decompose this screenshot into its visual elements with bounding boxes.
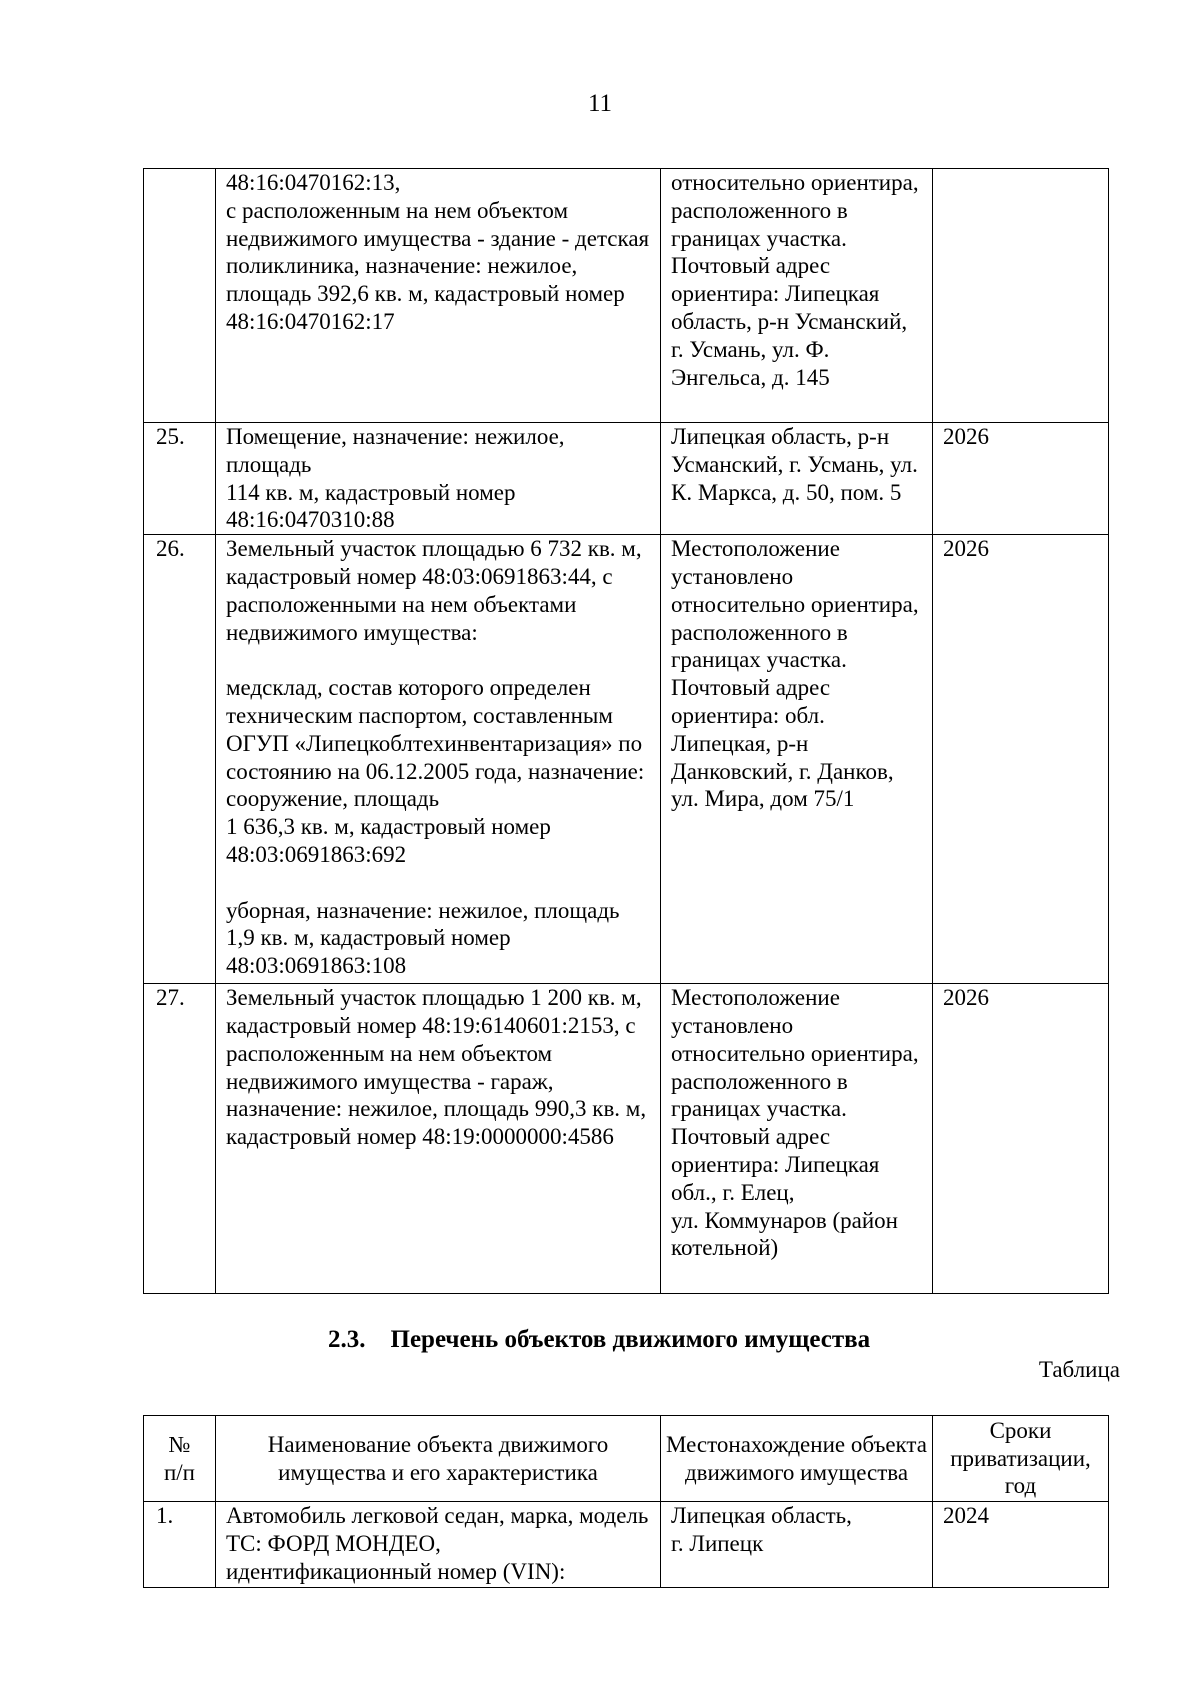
table-row — [144, 984, 1109, 1294]
row-number: 25. — [144, 423, 216, 535]
header-privatization-year: Сроки приватизации, год — [933, 1416, 1109, 1502]
object-description: Земельный участок площадью 1 200 кв. м, кадастровый номер 48:19:6140601:2153, с расположенным на нем объектом недвижимого имущества - гараж, назначение: нежилое, площадь 990,3 кв. м, кадастровый номер 48:19:0000000:4586 — [216, 984, 661, 1294]
object-location: Липецкая область, р-н Усманский, г. Усмань, ул. К. Маркса, д. 50, пом. 5 — [661, 423, 933, 535]
row-number: 27. — [144, 984, 216, 1294]
row-number: 1. — [144, 1502, 216, 1588]
table-row — [144, 1502, 1109, 1588]
object-description: Автомобиль легковой седан, марка, модель ТС: ФОРД МОНДЕО, идентификационный номер (VIN): — [216, 1502, 661, 1588]
real-estate-table — [143, 168, 1109, 1294]
header-number: № п/п — [144, 1416, 216, 1502]
header-location: Местонахождение объекта движимого имущества — [661, 1416, 933, 1502]
privatization-year: 2026 — [933, 984, 1109, 1294]
object-location: Местоположение установлено относительно ориентира, расположенного в границах участка. Почтовый адрес ориентира: Липецкая обл., г. Елец, ул. Коммунаров (район котельной) — [661, 984, 933, 1294]
row-number — [144, 169, 216, 423]
table-row — [144, 535, 1109, 984]
movable-property-table — [143, 1415, 1109, 1588]
row-number: 26. — [144, 535, 216, 984]
object-description: Земельный участок площадью 6 732 кв. м, кадастровый номер 48:03:0691863:44, с расположенными на нем объектами недвижимого имущества: медсклад, состав которого определен техническим паспортом, составленным ОГУП «Липецкоблтехинвентаризация» по состоянию на 06.12.2005 года, назначение: сооружение, площадь 1 636,3 кв. м, кадастровый номер 48:03:0691863:692 уборная, назначение: нежилое, площадь 1,9 кв. м, кадастровый номер 48:03:0691863:108 — [216, 535, 661, 984]
object-description: 48:16:0470162:13, с расположенным на нем объектом недвижимого имущества - здание - детская поликлиника, назначение: нежилое, площадь 392,6 кв. м, кадастровый номер 48:16:0470162:17 — [216, 169, 661, 423]
table-caption: Таблица — [1038, 1357, 1120, 1382]
header-name: Наименование объекта движимого имущества и его характеристика — [216, 1416, 661, 1502]
privatization-year: 2024 — [933, 1502, 1109, 1588]
object-description: Помещение, назначение: нежилое, площадь 114 кв. м, кадастровый номер 48:16:0470310:88 — [216, 423, 661, 535]
privatization-year: 2026 — [933, 423, 1109, 535]
object-location: относительно ориентира, расположенного в границах участка. Почтовый адрес ориентира: Липецкая область, р-н Усманский, г. Усмань, ул. Ф. Энгельса, д. 145 — [661, 169, 933, 423]
table-row — [144, 423, 1109, 535]
object-location: Местоположение установлено относительно ориентира, расположенного в границах участка. Почтовый адрес ориентира: обл. Липецкая, р-н Данковский, г. Данков, ул. Мира, дом 75/1 — [661, 535, 933, 984]
table-row — [144, 169, 1109, 423]
page-number: 11 — [587, 90, 613, 117]
privatization-year: 2026 — [933, 535, 1109, 984]
table-header-row — [144, 1416, 1109, 1502]
object-location: Липецкая область, г. Липецк — [661, 1502, 933, 1588]
privatization-year — [933, 169, 1109, 423]
section-title: 2.3. Перечень объектов движимого имущества — [328, 1326, 871, 1353]
